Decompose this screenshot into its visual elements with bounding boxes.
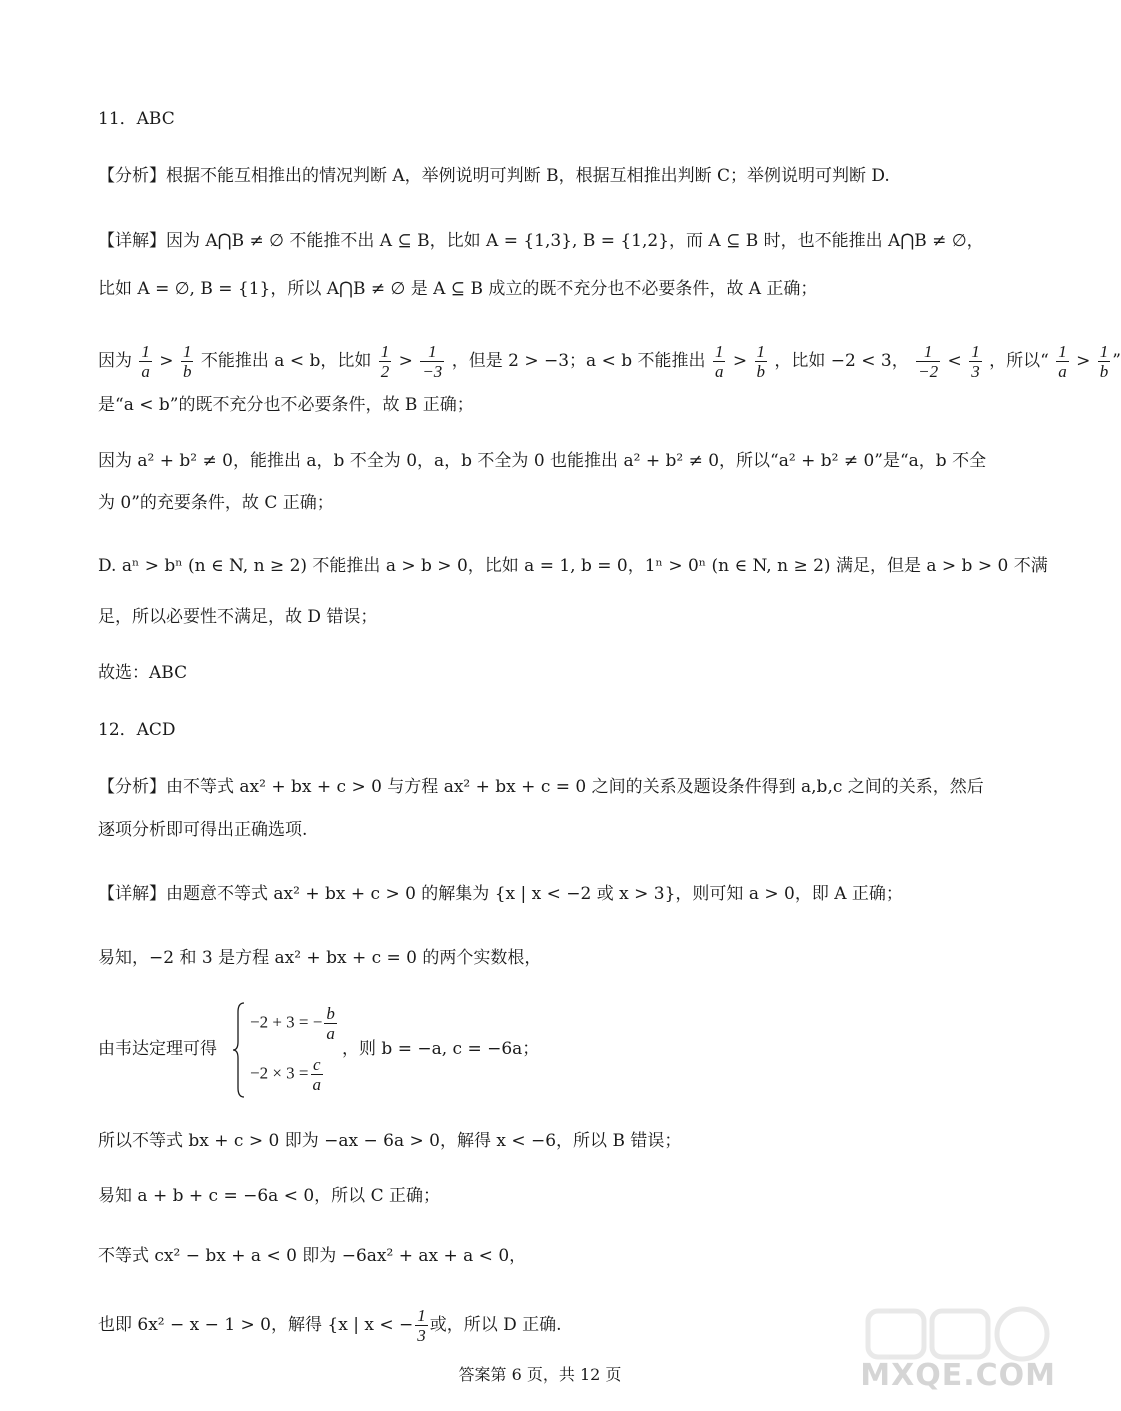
q11-analysis: 【分析】根据不能互相推出的情况判断 A，举例说明可判断 B，根据互相推出判断 C；举例说明可判断 D. <box>98 166 890 186</box>
text-segment: 不能推出 a < b，比如 <box>200 351 372 371</box>
fraction: $\frac{1}{3}$ <box>417 1306 426 1345</box>
fraction: $\frac{1}{b}$ <box>756 342 765 381</box>
text-segment: ，比如 −2 < 3， <box>774 351 909 371</box>
q11-detail-7: D. aⁿ > bⁿ (n ∈ N, n ≥ 2) 不能推出 a > b > 0，比如 a = 1, b = 0，1ⁿ > 0ⁿ (n ∈ N, n ≥ 2) 满足，但是 a > b > 0 不满 <box>98 556 1048 576</box>
q11-detail-6: 为 0”的充要条件，故 C 正确； <box>98 493 334 513</box>
question-11-answer: 11．ABC <box>98 109 175 129</box>
text-segment: 也即 6x² − x − 1 > 0，解得 {x | x < − <box>98 1315 414 1335</box>
vieta-result: ，则 b = −a, c = −6a； <box>342 1039 540 1059</box>
fraction: $\frac{1}{a}$ <box>714 342 724 381</box>
q11-conclusion: 故选：ABC <box>98 663 188 683</box>
fraction: $\frac{1}{a}$ <box>141 342 150 381</box>
fraction: $\frac{1}{b}$ <box>1099 342 1109 381</box>
vieta-equation-1: −2 + 3 = − $\frac{b}{a}$ <box>250 1004 335 1043</box>
q11-detail-5: 因为 a² + b² ≠ 0，能推出 a，b 不全为 0，a，b 不全为 0 也能推出 a² + b² ≠ 0，所以“a² + b² ≠ 0”是“a，b 不全 <box>98 451 987 471</box>
watermark-text: MXQE.COM <box>860 1358 1056 1393</box>
vieta-equation-2: −2 × 3 = $\frac{c}{a}$ <box>250 1055 322 1094</box>
q11-detail-4: 是“a < b”的既不充分也不必要条件，故 B 正确； <box>98 395 474 415</box>
q12-analysis-1: 【分析】由不等式 ax² + bx + c > 0 与方程 ax² + bx + c = 0 之间的关系及题设条件得到 a,b,c 之间的关系，然后 <box>98 777 984 797</box>
fraction: $\frac{1}{b}$ <box>182 342 192 381</box>
q11-detail-2: 比如 A = ∅, B = {1}，所以 A⋂B ≠ ∅ 是 A ⊆ B 成立的既不充分也不必要条件，故 A 正确； <box>98 279 818 299</box>
q12-analysis-2: 逐项分析即可得出正确选项. <box>98 820 308 840</box>
q12-vieta-intro: 由韦达定理可得 <box>98 1039 217 1059</box>
fraction: $\frac{1}{2}$ <box>380 342 390 381</box>
q12-detail-2: 易知，−2 和 3 是方程 ax² + bx + c = 0 的两个实数根， <box>98 948 542 968</box>
text-segment: 因为 <box>98 351 132 371</box>
fraction: $\frac{1}{a}$ <box>1058 342 1067 381</box>
q12-detail-1: 【详解】由题意不等式 ax² + bx + c > 0 的解集为 {x | x < −2 或 x > 3}，则可知 a > 0，即 A 正确； <box>98 884 903 904</box>
page-footer: 答案第 6 页，共 12 页 <box>458 1365 622 1384</box>
text-segment: ，但是 2 > −3；a < b 不能推出 <box>451 351 706 371</box>
text-segment: ” <box>1112 351 1121 371</box>
text-segment: 或，所以 D 正确. <box>429 1315 562 1335</box>
text-segment: ，所以“ <box>989 351 1049 371</box>
q12-detail-3: 所以不等式 bx + c > 0 即为 −ax − 6a > 0，解得 x < −6，所以 B 错误； <box>98 1131 682 1151</box>
fraction: $\frac{1}{-2}$ <box>918 342 939 381</box>
fraction: $\frac{1}{-3}$ <box>422 342 443 381</box>
q12-detail-5: 不等式 cx² − bx + a < 0 即为 −6ax² + ax + a < 0， <box>98 1246 527 1266</box>
q11-detail-8: 足，所以必要性不满足，故 D 错误； <box>98 607 378 627</box>
question-12-answer: 12．ACD <box>98 720 176 740</box>
q11-detail-3: 因为 $\frac{1}{a}$ > $\frac{1}{b}$ 不能推出 a < b，比如 $\frac{1}{2}$ > $\frac{1}{-3}$ ，但是 2 > −3；a < b 不能推出 $\frac{1}{a}$ > $\frac{1}{b}$ ，比如 −2 < 3， $\frac{1}{-2}$ < $\frac{1}{3}$ ，所以“ $\frac{1}{a}$ > $\frac{1}{b}$ ” <box>98 342 1121 381</box>
q12-detail-4: 易知 a + b + c = −6a < 0，所以 C 正确； <box>98 1186 440 1206</box>
brace-icon <box>232 1002 246 1098</box>
q11-detail-1: 【详解】因为 A⋂B ≠ ∅ 不能推不出 A ⊆ B，比如 A = {1,3}, B = {1,2}，而 A ⊆ B 时，也不能推出 A⋂B ≠ ∅， <box>98 231 984 251</box>
fraction: $\frac{1}{3}$ <box>971 342 980 381</box>
q12-detail-6 <box>98 1306 562 1345</box>
